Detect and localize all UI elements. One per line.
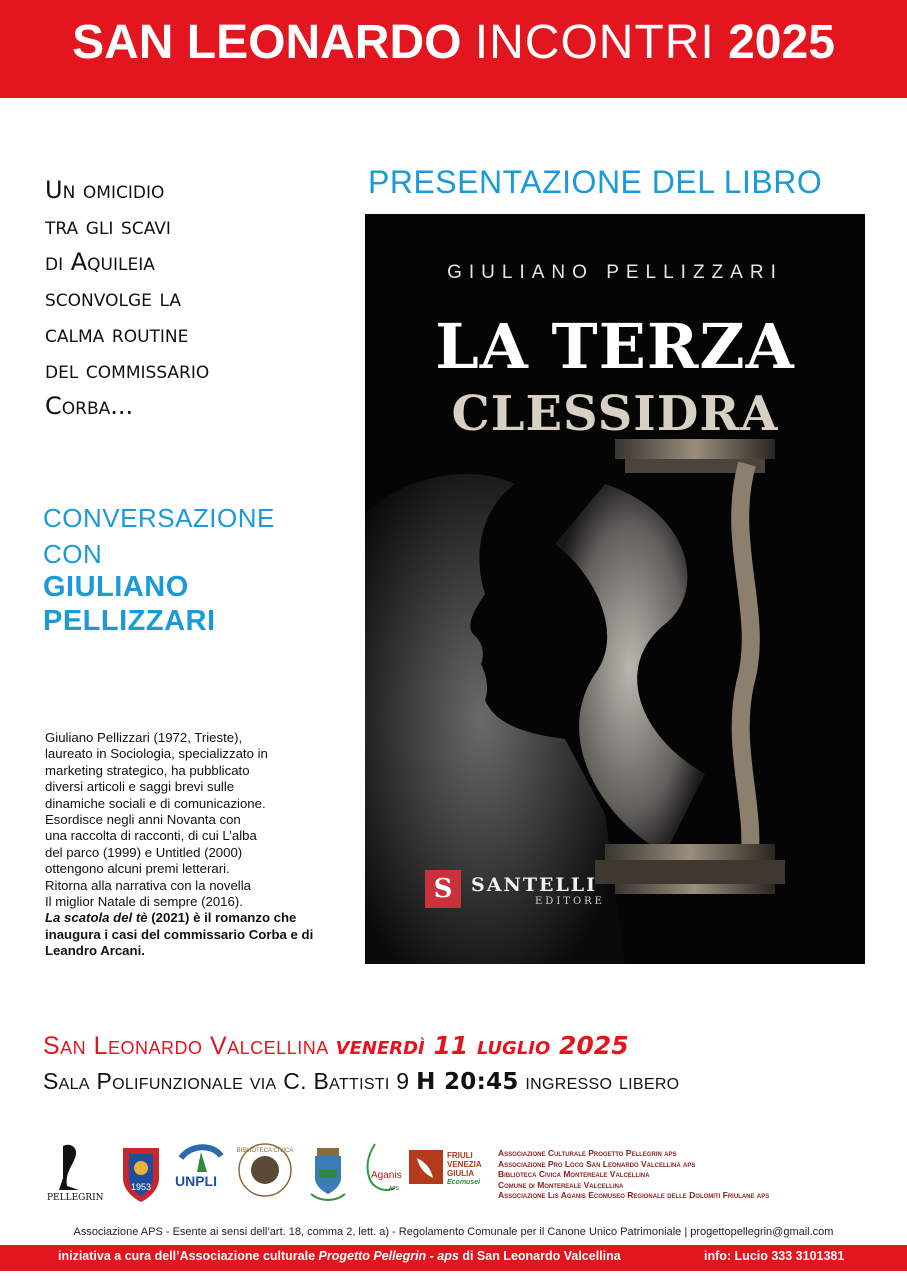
bio-line: ottengono alcuni premi letterari.: [45, 861, 230, 877]
teaser-text: [45, 172, 335, 424]
event-place-date: [43, 1030, 883, 1062]
bio-line: del parco (1999) e Untitled (2000): [45, 844, 243, 860]
footer-note: Associazione APS - Esente ai sensi dell’art. 18, comma 2, lett. a) - Regolamento Comunale per il Canone Unico Patrimoniale | progettopellegrin@gmail.com: [73, 1226, 834, 1238]
bottom-info: info: Lucio 333 3101381: [704, 1249, 845, 1263]
association-item: Associazione Pro Loco San Leonardo Valcellina aps: [498, 1158, 696, 1169]
association-item: Associazione Culturale Progetto Pellegrin aps: [498, 1148, 677, 1158]
event-time: H 20:45: [416, 1069, 519, 1095]
teaser-line: di Aquileia: [45, 248, 155, 276]
bio-line: Il miglior Natale di sempre (2016).: [45, 894, 243, 910]
teaser-line: tra gli scavi: [45, 212, 171, 240]
bio-line: Giuliano Pellizzari (1972, Trieste),: [45, 730, 243, 745]
bio-line: diversi articoli e saggi brevi sulle: [45, 779, 235, 795]
event-city: San Leonardo Valcellina: [43, 1032, 329, 1060]
pellegrin-logo-text: PELLEGRIN: [47, 1193, 104, 1203]
sponsor-logos: [45, 1138, 500, 1208]
aganis-logo-icon: [368, 1144, 402, 1192]
conversation-label: [43, 500, 275, 572]
teaser-line: del commissario: [45, 356, 210, 384]
biblioteca-text: BIBLIOTECA CIVICA: [236, 1148, 294, 1154]
author-name: [43, 570, 216, 638]
cover-author: GIULIANO PELLIZZARI: [447, 262, 783, 283]
association-item: Biblioteca Civica Montereale Valcellina: [498, 1169, 650, 1179]
associations-list: [498, 1148, 898, 1201]
bio-bold-tail: (2021) è il romanzo che inaugura i casi del commissario Corba e di Leandro Arcani.: [45, 910, 314, 959]
header-year: 2025: [728, 16, 835, 69]
bio-bold: [45, 910, 345, 959]
unpli-text: UNPLI: [175, 1173, 217, 1189]
author-last: PELLIZZARI: [43, 605, 216, 637]
author-first: GIULIANO: [43, 571, 189, 603]
publisher-logo-icon: S: [425, 870, 461, 908]
bio-line: marketing strategico, ha pubblicato: [45, 762, 250, 778]
biblioteca-logo-icon: [237, 1144, 294, 1196]
publisher-sub: EDITORE: [535, 896, 605, 907]
aganis-text: Aganis: [371, 1170, 402, 1181]
pellegrin-logo-icon: [47, 1145, 104, 1203]
aganis-sub: APS: [389, 1186, 400, 1192]
event-date: venerdì 11 luglio 2025: [335, 1031, 629, 1060]
conversation-line: CONVERSAZIONE: [43, 503, 275, 533]
conversation-line: CON: [43, 539, 103, 569]
bio-line: una raccolta di racconti, di cui L’alba: [45, 828, 257, 844]
bottom-org: Progetto Pellegrin - aps: [318, 1249, 459, 1263]
ecomusei-text-3: GIULIA: [447, 1169, 475, 1178]
cover-title-line2: CLESSIDRA: [451, 386, 779, 442]
ecomusei-text-1: FRIULI: [447, 1151, 473, 1160]
teaser-line: calma routine: [45, 320, 189, 348]
bottom-suffix: di San Leonardo Valcellina: [462, 1249, 621, 1263]
teaser-line: Un omicidio: [45, 176, 165, 204]
proloco-year: 1953: [130, 1182, 152, 1192]
header-title-bold: SAN LEONARDO: [72, 16, 462, 69]
ecomusei-text-2: VENEZIA: [447, 1160, 482, 1169]
association-item: Comune di Montereale Valcellina: [498, 1179, 624, 1190]
author-bio: [45, 730, 345, 960]
bio-line: Ritorna alla narrativa con la novella: [45, 877, 251, 893]
bio-line: laureato in Sociologia, specializzato in: [45, 746, 268, 762]
bio-book-title: La scatola del tè: [45, 910, 148, 926]
unpli-logo-icon: [175, 1147, 221, 1189]
bottom-prefix: iniziativa a cura dell’Associazione culturale: [58, 1249, 316, 1263]
bio-line: dinamiche sociali e di comunicazione.: [45, 795, 266, 811]
association-item: Associazione Lis Aganis Ecomuseo Regionale delle Dolomiti Friulane aps: [498, 1190, 770, 1200]
comune-crest-icon: [311, 1148, 345, 1200]
proloco-shield-icon: [123, 1148, 159, 1202]
ecomusei-text-4: Ecomusei: [447, 1179, 481, 1186]
presentation-label: PRESENTAZIONE DEL LIBRO: [368, 164, 823, 200]
bio-line: Esordisce negli anni Novanta con: [45, 812, 241, 828]
event-entry: ingresso libero: [525, 1068, 680, 1094]
publisher-name: SANTELLI: [471, 874, 598, 896]
cover-title-line1: LA TERZA: [435, 310, 795, 383]
book-cover-image: [365, 214, 865, 964]
teaser-line: Corba...: [45, 392, 134, 420]
event-venue-line: [43, 1066, 883, 1097]
header-title-thin: INCONTRI: [474, 16, 715, 69]
event-venue: Sala Polifunzionale via C. Battisti 9: [43, 1068, 410, 1094]
header-title: [0, 14, 907, 72]
teaser-line: sconvolge la: [45, 284, 181, 312]
ecomusei-logo-icon: [409, 1150, 482, 1186]
